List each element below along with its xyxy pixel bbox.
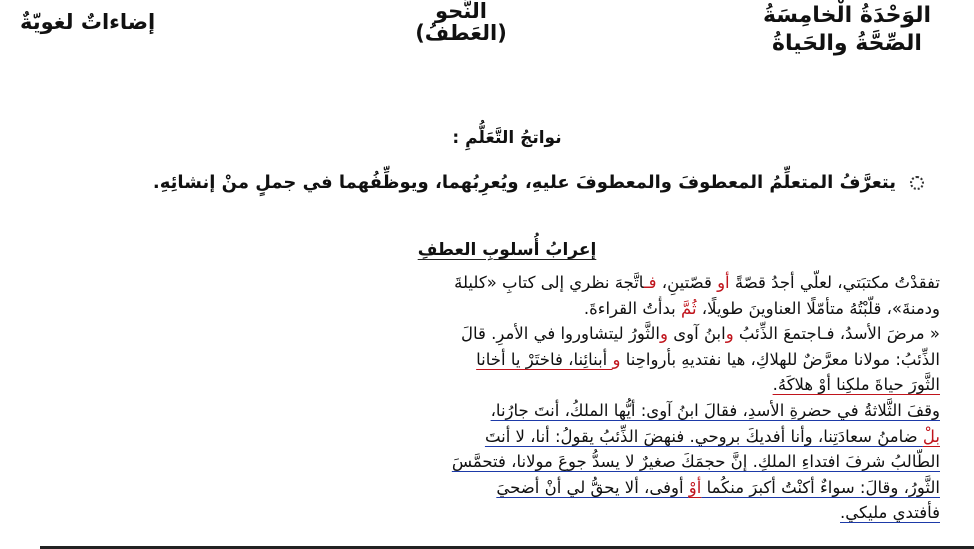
conjunction-aw: أوْ — [688, 477, 702, 497]
conjunction-wa: و — [660, 324, 668, 344]
section-title-text: إعرابُ أُسلوبِ العطفِ — [417, 240, 597, 260]
passage-line-1: تفقدْتُ مكتبَتي، لعلّي أجدُ قصّةً أو قصّتينِ، فـاتَّجهَ نظري إلى كتابِ «كليلةَ — [454, 273, 940, 292]
reading-passage — [70, 270, 940, 526]
passage-line-9: الثَّورُ، وقالَ: سواءٌ أكنْتُ أكبرَ منكُما أوْ أوفى، ألا يحقُّ لي أنْ أضحيَ — [496, 477, 940, 497]
outcome-text: يتعرَّفُ المتعلِّمُ المعطوفَ والمعطوفَ عليهِ، ويُعرِبُهما، ويوظِّفُهما في جملٍ منْ إنشائِهِ. — [152, 172, 896, 193]
passage-line-8: الطَّالبُ شرفَ افتداءِ الملكِ. إنَّ حجمَكَ صغيرٌ لا يسدُّ جوعَ مولانا، فتحمَّسَ — [451, 452, 940, 472]
section-title — [0, 240, 974, 260]
passage-line-2: ودمنةَ»، قلّبْتُهُ متأمّلًا العناوينَ طويلًا، ثُمَّ بدأْتُ القراءةَ. — [583, 298, 940, 318]
unit-theme: الصِّحَّةُ والحَياةُ — [772, 31, 922, 56]
conjunction-wa: و — [612, 349, 621, 369]
conjunction-fa: فـ — [643, 273, 657, 292]
conjunction-bal: بلْ — [922, 426, 940, 446]
topic-subtitle: (العَطفُ) — [415, 21, 507, 45]
topic-title: النَّحو — [435, 0, 487, 23]
bullet-icon — [910, 176, 924, 190]
unit-heading — [742, 2, 952, 58]
passage-line-7: بلْ ضامنُ سعادَتِنا، وأنا أفديكَ بروحي. فنهضَ الذِّئبُ يقولُ: أنا، لا أنتَ — [484, 426, 940, 446]
conjunction-thumma: ثُمَّ — [680, 298, 697, 318]
passage-line-5: الثَّورَ حياةَ ملكِنا أوْ هلاكَهُ. — [772, 375, 940, 395]
unit-title: الوَحْدَةُ الْخامِسَةُ — [762, 3, 932, 28]
conjunction-wa: و — [725, 324, 734, 344]
topic-heading — [376, 0, 546, 44]
outcome-item — [74, 172, 924, 193]
passage-line-10: فأفتدي مليكي. — [840, 503, 940, 523]
passage-line-3: « مرضَ الأسدُ، فـاجتمعَ الذِّئبُ وابنُ آوى والثَّورُ ليتشاوروا في الأمرِ. قالَ — [461, 324, 940, 344]
passage-line-6: وقفَ الثَّلاثةُ في حضرةِ الأسدِ، فقالَ ابنُ آوى: أيُّها الملكُ، أنتَ جارُنا، — [490, 400, 940, 420]
passage-line-4: الذِّئبُ: مولانا معرَّضٌ للهلاكِ، هيا نفتديهِ بأرواحِنا و أبنائِنا، فاختَرْ يا أخانا — [476, 349, 940, 369]
conjunction-aw: أو — [717, 273, 730, 292]
section-name: إضاءاتٌ لغويّةٌ — [20, 10, 156, 34]
outcomes-title: نواتجُ التَّعَلُّمِ : — [452, 128, 562, 148]
